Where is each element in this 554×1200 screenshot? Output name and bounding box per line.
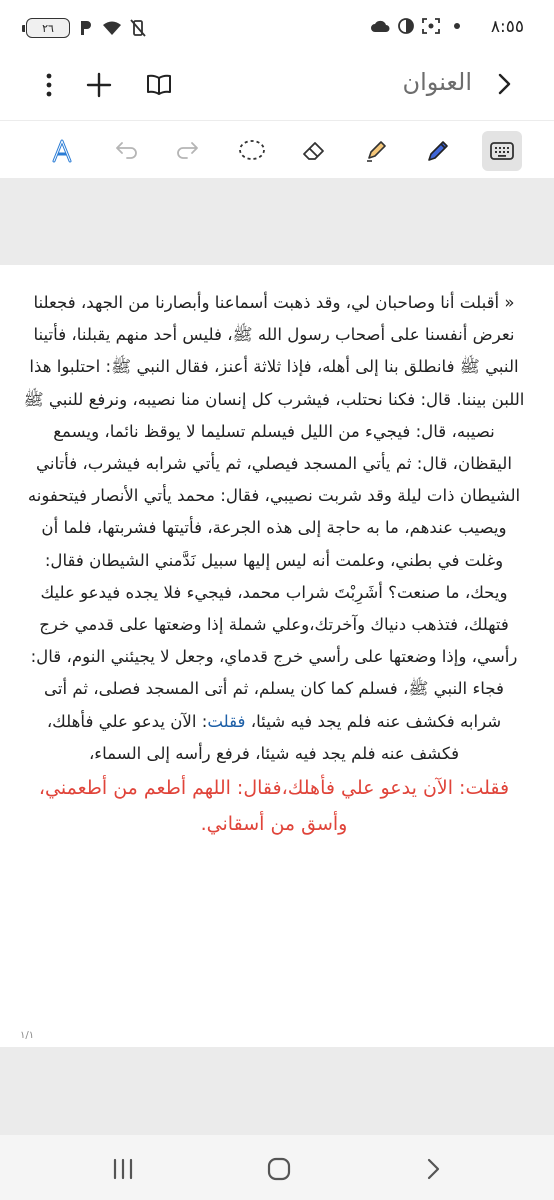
page-number: ١/١	[20, 1030, 35, 1041]
home-button[interactable]	[264, 1155, 294, 1183]
dark-mode-icon	[398, 18, 414, 34]
lasso-select-button[interactable]	[232, 131, 272, 171]
status-icons-left	[26, 18, 146, 38]
canvas-margin-top	[0, 178, 554, 265]
back-button[interactable]	[490, 70, 518, 98]
battery-level: ٢٦	[42, 21, 54, 35]
eraser-icon	[300, 137, 328, 165]
eraser-tool-button[interactable]	[294, 131, 334, 171]
note-text-plain: « أقبلت أنا وصاحبان لي، وقد ذهبت أسماعنا وأبصارنا من الجهد، فجعلنا نعرض أنفسنا على أصحاب رسول الله ﷺ، فليس أحد منهم يقبلنا، فأتينا النبي ﷺ فانطلق بنا إلى أهله، فإذا ثلاثة أعنز، فقال النبي ﷺ: احتلبوا هذا اللبن بيننا. قال: فكنا نحتلب، فيشرب كل إنسان منا نصيبه، ونرفع للنبي ﷺ نصيبه، قال: فيجيء من الليل فيسلم تسليما لا يوقظ نائما، ويسمع اليقظان، قال: ثم يأتي المسجد فيصلي، ثم يأتي شرابه فيشرب، فأتاني الشيطان ذات ليلة وقد شربت نصيبي، فقال: محمد يأتي الأنصار فيتحفونه ويصيب عندهم، ما به حاجة إلى هذه الجرعة، فأتيتها فشربتها، فلما أن وغلت في بطني، وعلمت أنه ليس إليها سبيل نَدَّمني الشيطان فقال: ويحك، ما صنعت؟ أشَرِبْتَ شراب محمد، فيجيء فلا يجده فيدعو عليك فتهلك، فتذهب دنياك وآخرتك،وعلي شملة إذا وضعتها على قدمي خرج رأسي، وإذا وضعتها على رأسي خرج قدماي، وجعل لا يجيئني النوم، قال: فجاء النبي ﷺ، فسلم كما كان يسلم، ثم أتى المسجد فصلى، ثم أتى شرابه فكشف عنه فلم يجد فيه شيئا،	[23, 293, 525, 731]
reading-mode-button[interactable]	[142, 68, 176, 102]
text-style-icon	[49, 138, 75, 164]
more-vertical-icon	[46, 73, 52, 97]
plus-icon	[86, 72, 112, 98]
text-style-button[interactable]	[42, 131, 82, 171]
add-button[interactable]	[82, 68, 116, 102]
highlighter-icon	[362, 137, 390, 165]
notification-dot-icon	[454, 23, 460, 29]
undo-icon	[113, 140, 139, 162]
drawing-toolbar	[0, 120, 554, 178]
keyboard-icon	[490, 142, 514, 160]
note-text-highlight-red: فقلت: الآن يدعو علي فأهلك،فقال: اللهم أطعم من أطعمني، وأسق من أسقاني.	[38, 777, 510, 836]
battery-icon	[26, 18, 70, 38]
system-navigation-bar	[0, 1135, 554, 1200]
highlighter-tool-button[interactable]	[356, 131, 396, 171]
more-options-button[interactable]	[32, 68, 66, 102]
lasso-icon	[237, 138, 267, 164]
recent-apps-icon	[111, 1158, 135, 1180]
cloud-icon	[370, 19, 390, 33]
canvas-margin-bottom	[0, 1047, 554, 1135]
redo-icon	[175, 140, 201, 162]
status-bar	[0, 0, 554, 56]
home-icon	[267, 1157, 291, 1181]
note-body[interactable]	[0, 265, 554, 842]
system-back-button[interactable]	[418, 1155, 448, 1183]
status-icons-right	[370, 18, 460, 34]
note-text-continued: : الآن يدعو علي فأهلك، فكشف عنه فلم يجد فيه شيئا، فرفع رأسه إلى السماء،	[46, 711, 460, 763]
screenshot-icon	[422, 18, 440, 34]
undo-button[interactable]	[106, 131, 146, 171]
pen-icon	[424, 137, 452, 165]
chevron-right-icon	[424, 1157, 442, 1181]
title-bar	[0, 56, 554, 120]
data-saver-icon	[78, 19, 94, 37]
recent-apps-button[interactable]	[108, 1155, 138, 1183]
pen-tool-button[interactable]	[418, 131, 458, 171]
note-page[interactable]	[0, 265, 554, 1047]
keyboard-button[interactable]	[482, 131, 522, 171]
vibrate-off-icon	[130, 19, 146, 37]
chevron-right-icon	[490, 70, 518, 98]
note-title[interactable]: العنوان	[402, 68, 472, 96]
wifi-icon	[102, 20, 122, 36]
book-icon	[146, 74, 172, 96]
clock: ٨:٥٥	[490, 17, 524, 37]
redo-button[interactable]	[168, 131, 208, 171]
note-text-highlight-blue: فقلت	[207, 711, 246, 731]
